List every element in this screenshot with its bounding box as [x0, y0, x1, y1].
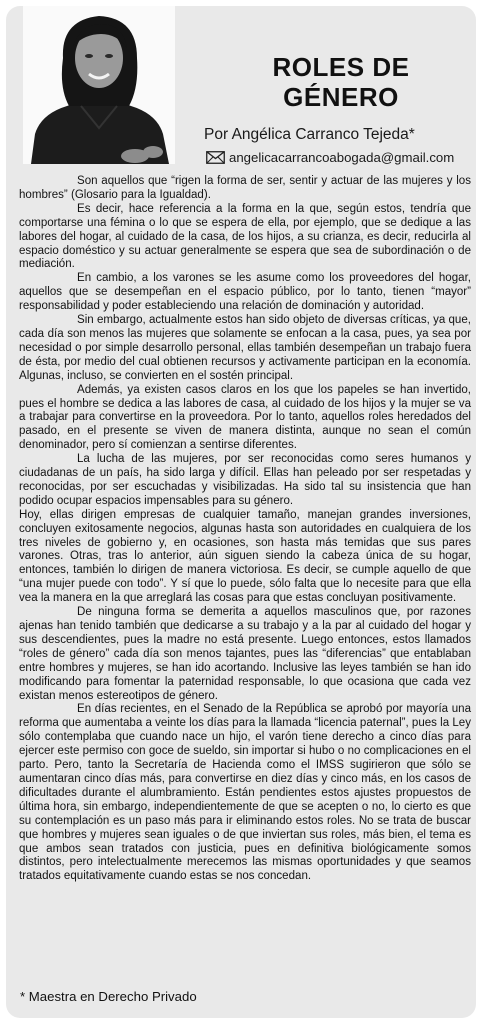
article-title	[246, 52, 436, 112]
author-portrait-image	[23, 6, 175, 164]
paragraph: Hoy, ellas dirigen empresas de cualquier tamaño, manejan grandes inversiones, concluyen exitosamente negocios, algunas hasta son autoridades en cualquiera de los tres niveles de gobierno y, en ocasiones, son hasta más temidas que sus pares varones. Otras, tras lo anterior, aún siguen siendo la cabeza única de su hogar, entonces, también lo dirigen de manera victoriosa. Es decir, se cumple aquello de que “una mujer puede con todo”. Y sí que lo puede, sólo falta que lo necesite para que ella vea la manera en la que arreglará las cosas para que estas concluyan positivamente.	[19, 508, 471, 605]
author-byline: Por Angélica Carranco Tejeda*	[204, 126, 415, 143]
author-email-row	[206, 150, 476, 165]
article-body	[19, 175, 471, 884]
paragraph: En días recientes, en el Senado de la República se aprobó por mayoría una reforma que aumentaba a veinte los días para la llamada “licencia paternal”, pues la Ley sólo contemplaba que cuando nace un hijo, el varón tiene derecho a cinco días para ejercer este permiso con goce de sueldo, sin importar si hubo o no complicaciones en el parto. Pero, tanto la Secretaría de Hacienda como el IMSS sugirieron que sólo se aumentaran cinco días más, para convertirse en diez días y cinco más, en los casos de dificultades durante el alumbramiento. Están pendientes estos ajustes propuestos de última hora, sin embargo, independientemente de que se acepten o no, lo cierto es que su contemplación es un paso más para ir eliminando estos roles. No se trata de buscar que hombres y mujeres sean iguales o de que inviertan sus roles, más bien, el tema es que ambos sean tratados con justicia, pues en definitiva biológicamente somos distintos, pero intelectualmente merecemos las mismas oportunidades y que seamos tratados equitativamente cuando estas se nos concedan.	[19, 703, 471, 883]
author-email[interactable]: angelicacarrancoabogada@gmail.com	[229, 150, 455, 165]
paragraph: Además, ya existen casos claros en los que los papeles se han invertido, pues el hombre se dedica a las labores de casa, al cuidado de los hijos y la mujer se va a trabajar para convertirse en la proveedora. Por lo tanto, aquellos roles heredados del pasado, en el presente se viven de manera distinta, aunque no sean el común denominador, pero sí comienzan a sentirse diferentes.	[19, 383, 471, 452]
paragraph: Sin embargo, actualmente estos han sido objeto de diversas críticas, ya que, cada día son menos las mujeres que solamente se enfocan a la casa, pues, ya sea por necesidad o por simple desarrollo personal, ellas también desempeñan un trabajo fuera de ésta, por medio del cual obtienen recursos y activamente participan en la economía. Algunas, incluso, se convierten en el sostén principal.	[19, 314, 471, 382]
envelope-icon	[206, 151, 225, 164]
author-photo	[23, 6, 175, 164]
paragraph: Es decir, hace referencia a la forma en la que, según estos, tendría que comportarse una fémina o lo que se espera de ella, por ejemplo, que se dedique a las labores del hogar, al cuidado de la casa, de los hijos, a su crianza, es decir, reducirla al espacio doméstico y su actuar generalmente se espera que sea de subordinación o de mediación.	[19, 202, 471, 271]
paragraph: De ninguna forma se demerita a aquellos masculinos que, por razones ajenas han tenido también que dedicarse a su trabajo y a la par al cuidado del hogar y sus descendientes, pues la madre no está presente. Luego entonces, estos llamados “roles de género” cada día son menos tajantes, pues las “diferencias” que entablaban entre hombres y mujeres, se han ido acortando. Inclusive las leyes también se han ido modificando para fomentar la paternidad responsable, lo que ocasiona que cada vez existan menos estereotipos de género.	[19, 606, 471, 702]
column-card	[6, 6, 476, 1018]
author-footnote: * Maestra en Derecho Privado	[20, 989, 197, 1004]
title-line-1: ROLES DE	[272, 52, 410, 82]
title-line-2: GÉNERO	[283, 82, 399, 112]
paragraph: En cambio, a los varones se les asume como los proveedores del hogar, aquellos que se desempeñan en el espacio público, por lo tanto, tienen “mayor” responsabilidad y poder estableciendo una relación de dominación y autoridad.	[19, 272, 471, 313]
paragraph: La lucha de las mujeres, por ser reconocidas como seres humanos y ciudadanas de un país, ha sido larga y difícil. Ellas han peleado por ser respetadas y reconocidas, por ser escuchadas y visibilizadas. Ha sido tal su insistencia que han podido ocupar espacios impensables para su género.	[19, 453, 471, 507]
paragraph: Son aquellos que “rigen la forma de ser, sentir y actuar de las mujeres y los hombres” (Glosario para la Igualdad).	[19, 175, 471, 201]
